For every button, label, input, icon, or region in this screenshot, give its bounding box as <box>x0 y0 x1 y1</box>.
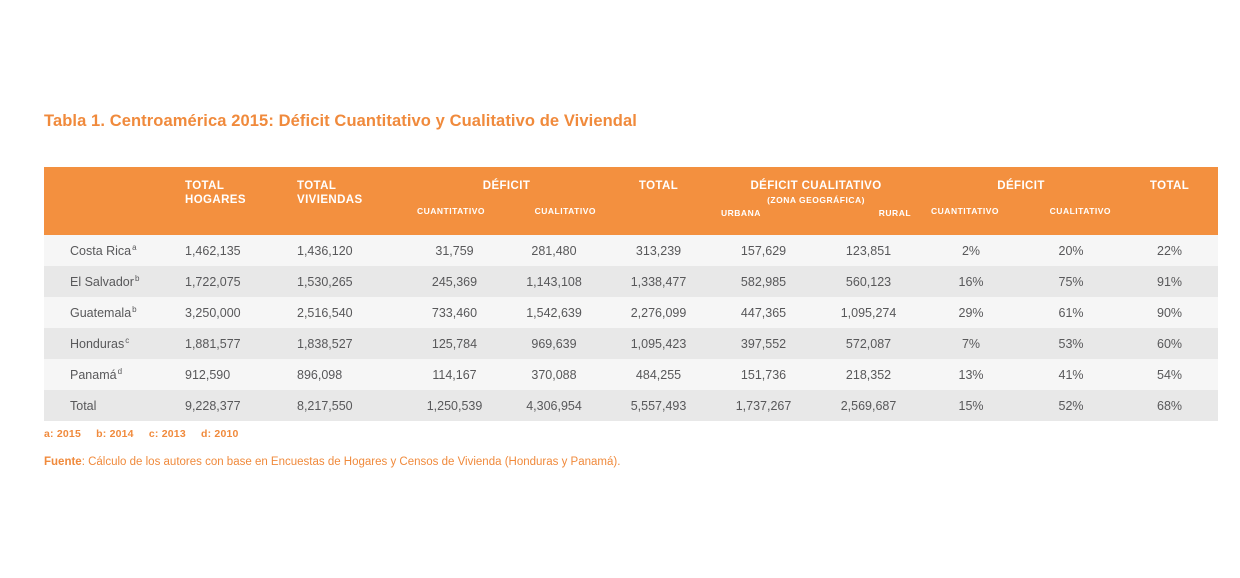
cell-total-2: 22% <box>1121 235 1218 266</box>
cell-country: Total <box>44 390 177 421</box>
cell-country: El Salvador$^b$ <box>44 266 177 297</box>
cell-pct-cualitativo: 75% <box>1021 266 1121 297</box>
cell-total-2: 91% <box>1121 266 1218 297</box>
country-note: b <box>132 304 137 314</box>
table-row <box>44 328 1218 359</box>
cell-rural: 572,087 <box>816 328 921 359</box>
cell-deficit-cuantitativo: 125,784 <box>407 328 502 359</box>
cell-rural: 218,352 <box>816 359 921 390</box>
header-rural: RURAL <box>878 207 912 218</box>
cell-urbana: 157,629 <box>711 235 816 266</box>
header-deficit-group: DÉFICIT CUANTITATIVO CUALITATIVO <box>407 167 606 235</box>
cell-pct-cualitativo: 20% <box>1021 235 1121 266</box>
table-row <box>44 266 1218 297</box>
header-deficit-cuantitativo: CUANTITATIVO <box>417 205 486 216</box>
cell-pct-cuantitativo: 29% <box>921 297 1021 328</box>
cell-total-viviendas: 1,436,120 <box>289 235 407 266</box>
country-note: b <box>134 273 140 283</box>
cell-total-viviendas: 2,516,540 <box>289 297 407 328</box>
footnotes <box>44 428 251 440</box>
page-title: Tabla 1. Centroamérica 2015: Déficit Cuantitativo y Cualitativo de Viviendal <box>44 112 637 130</box>
cell-country: Costa Rica$^a$ <box>44 235 177 266</box>
cell-pct-cuantitativo: 7% <box>921 328 1021 359</box>
cell-deficit-cuantitativo: 733,460 <box>407 297 502 328</box>
cell-total-1: 5,557,493 <box>606 390 711 421</box>
country-note <box>96 398 97 407</box>
header-total-2: TOTAL <box>1121 167 1218 235</box>
cell-deficit-cualitativo: 4,306,954 <box>502 390 606 421</box>
cell-pct-cualitativo: 52% <box>1021 390 1121 421</box>
header-total-viviendas: TOTAL VIVIENDAS <box>289 167 407 235</box>
header-pct-cualitativo: CUALITATIVO <box>1049 205 1112 216</box>
cell-deficit-cualitativo: 969,639 <box>502 328 606 359</box>
header-deficit-cualitativo-group: DÉFICIT CUALITATIVO (ZONA GEOGRÁFICA) URBANA RURAL <box>711 167 921 235</box>
source-text: : Cálculo de los autores con base en Encuestas de Hogares y Censos de Vivienda (Honduras y Panamá). <box>81 456 621 468</box>
cell-total-2: 60% <box>1121 328 1218 359</box>
cell-pct-cualitativo: 61% <box>1021 297 1121 328</box>
cell-total-hogares: 3,250,000 <box>177 297 289 328</box>
cell-pct-cuantitativo: 15% <box>921 390 1021 421</box>
cell-pct-cualitativo: 53% <box>1021 328 1121 359</box>
cell-total-1: 313,239 <box>606 235 711 266</box>
table-header <box>44 167 1218 235</box>
cell-deficit-cualitativo: 1,542,639 <box>502 297 606 328</box>
cell-pct-cuantitativo: 2% <box>921 235 1021 266</box>
cell-deficit-cuantitativo: 114,167 <box>407 359 502 390</box>
footnote-b: b: 2014 <box>96 428 134 440</box>
cell-urbana: 397,552 <box>711 328 816 359</box>
header-total-hogares: TOTAL HOGARES <box>177 167 289 235</box>
footnote-d: d: 2010 <box>201 428 239 440</box>
cell-rural: 560,123 <box>816 266 921 297</box>
cell-total-1: 2,276,099 <box>606 297 711 328</box>
cell-total-2: 90% <box>1121 297 1218 328</box>
cell-total-2: 54% <box>1121 359 1218 390</box>
cell-total-1: 1,095,423 <box>606 328 711 359</box>
cell-total-viviendas: 1,838,527 <box>289 328 407 359</box>
cell-total-1: 484,255 <box>606 359 711 390</box>
cell-urbana: 447,365 <box>711 297 816 328</box>
cell-rural: 123,851 <box>816 235 921 266</box>
cell-deficit-cuantitativo: 245,369 <box>407 266 502 297</box>
cell-total-2: 68% <box>1121 390 1218 421</box>
table-row <box>44 359 1218 390</box>
source-label: Fuente <box>44 456 82 468</box>
country-note: d <box>117 366 123 376</box>
header-pct-cuantitativo: CUANTITATIVO <box>931 205 1000 216</box>
cell-country: Guatemala$^b$ <box>44 297 177 328</box>
cell-urbana: 1,737,267 <box>711 390 816 421</box>
cell-total-hogares: 1,722,075 <box>177 266 289 297</box>
cell-deficit-cualitativo: 281,480 <box>502 235 606 266</box>
cell-pct-cuantitativo: 16% <box>921 266 1021 297</box>
cell-deficit-cualitativo: 1,143,108 <box>502 266 606 297</box>
cell-total-viviendas: 896,098 <box>289 359 407 390</box>
cell-total-hogares: 1,881,577 <box>177 328 289 359</box>
header-deficit-cualitativo: CUALITATIVO <box>534 205 597 216</box>
footnote-c: c: 2013 <box>148 428 186 440</box>
header-total-1: TOTAL <box>606 167 711 235</box>
table-container <box>44 167 1218 421</box>
table-row <box>44 235 1218 266</box>
footnote-a: a: 2015 <box>44 428 82 440</box>
cell-country: Honduras$^c$ <box>44 328 177 359</box>
cell-country: Panamá$^d$ <box>44 359 177 390</box>
cell-pct-cualitativo: 41% <box>1021 359 1121 390</box>
cell-total-hogares: 912,590 <box>177 359 289 390</box>
source-note <box>44 456 620 468</box>
cell-total-viviendas: 8,217,550 <box>289 390 407 421</box>
cell-urbana: 151,736 <box>711 359 816 390</box>
cell-total-hogares: 9,228,377 <box>177 390 289 421</box>
table-body <box>44 235 1218 421</box>
cell-deficit-cuantitativo: 1,250,539 <box>407 390 502 421</box>
table-row-total <box>44 390 1218 421</box>
cell-rural: 2,569,687 <box>816 390 921 421</box>
cell-deficit-cualitativo: 370,088 <box>502 359 606 390</box>
cell-total-hogares: 1,462,135 <box>177 235 289 266</box>
header-country <box>44 167 177 235</box>
cell-urbana: 582,985 <box>711 266 816 297</box>
cell-rural: 1,095,274 <box>816 297 921 328</box>
header-urbana: URBANA <box>721 207 761 218</box>
deficit-table <box>44 167 1218 421</box>
cell-total-1: 1,338,477 <box>606 266 711 297</box>
table-row <box>44 297 1218 328</box>
cell-deficit-cuantitativo: 31,759 <box>407 235 502 266</box>
country-note: a <box>132 242 137 252</box>
header-deficit-pct-group: DÉFICIT CUANTITATIVO CUALITATIVO <box>921 167 1121 235</box>
cell-pct-cuantitativo: 13% <box>921 359 1021 390</box>
country-note: c <box>125 335 130 345</box>
cell-total-viviendas: 1,530,265 <box>289 266 407 297</box>
